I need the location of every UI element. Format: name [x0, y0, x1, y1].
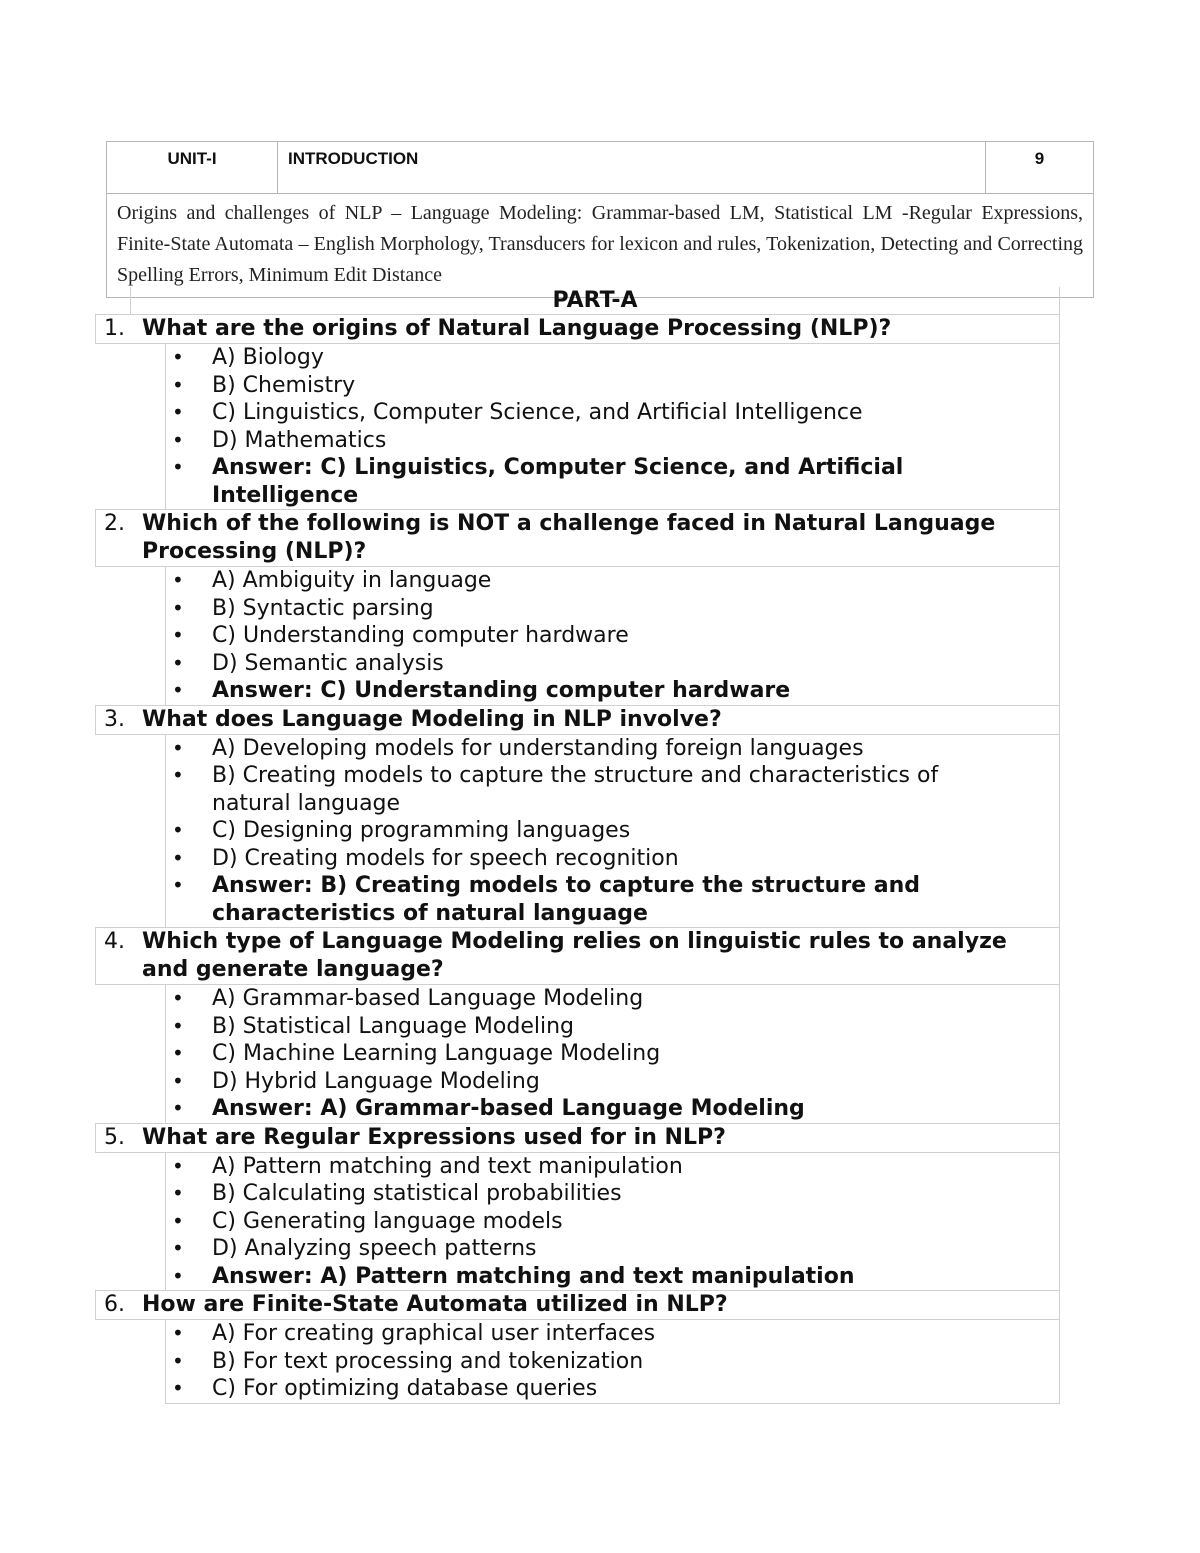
option-text: A) Grammar-based Language Modeling: [212, 986, 644, 1011]
option-text: D) Analyzing speech patterns: [212, 1236, 537, 1261]
option-text: D) Creating models for speech recognition: [212, 845, 679, 871]
bullet-icon: •: [172, 1208, 184, 1233]
question-number: 3.: [104, 706, 125, 732]
option-item: [166, 372, 1059, 400]
option-text: A) Biology: [212, 345, 324, 370]
bullet-icon: •: [172, 427, 184, 452]
bullet-icon: •: [172, 1013, 184, 1038]
bullet-icon: •: [172, 1236, 184, 1260]
unit-header-table: [106, 141, 1094, 298]
unit-hours: 9: [1034, 149, 1045, 168]
bullet-icon: •: [172, 623, 184, 647]
question-text: What are the origins of Natural Language Processing (NLP)?: [142, 316, 892, 341]
option-item: [166, 762, 1059, 817]
bullet-icon: •: [172, 678, 184, 702]
unit-header-row: [107, 142, 1093, 194]
question-row: [95, 1123, 1060, 1153]
bullet-icon: •: [172, 1041, 184, 1065]
option-text: A) Ambiguity in language: [212, 568, 492, 593]
question-row: [95, 314, 1060, 344]
question-row: [95, 509, 1060, 567]
option-text: D) Mathematics: [212, 427, 387, 453]
option-item: [166, 735, 1059, 763]
option-list: [165, 567, 1060, 706]
bullet-icon: •: [172, 986, 184, 1010]
option-item: [166, 1375, 1059, 1403]
bullet-icon: •: [172, 845, 184, 870]
option-item: [166, 1235, 1059, 1263]
option-item: [166, 650, 1059, 678]
option-list: [165, 1320, 1060, 1404]
bullet-icon: •: [172, 873, 184, 897]
option-text: B) Statistical Language Modeling: [212, 1013, 575, 1039]
option-item: [166, 1068, 1059, 1096]
question-list: [95, 315, 1060, 1404]
question-number: 6.: [104, 1292, 125, 1317]
bullet-icon: •: [172, 372, 184, 397]
bullet-icon: •: [172, 1096, 184, 1120]
option-item: [166, 1208, 1059, 1236]
option-text: B) Chemistry: [212, 372, 356, 398]
question-row: [95, 1290, 1060, 1320]
bullet-icon: •: [172, 1181, 184, 1205]
question-number: 2.: [104, 511, 125, 536]
bullet-icon: •: [172, 735, 184, 760]
bullet-icon: •: [172, 1068, 184, 1093]
option-text: D) Hybrid Language Modeling: [212, 1068, 540, 1094]
answer-item: [166, 1095, 1059, 1123]
unit-description: Origins and challenges of NLP – Language Modeling: Grammar-based LM, Statistical LM -Regular Expressions, Finite-State Automata – English Morphology, Transducers for lexicon and rules, Tokenization, Detecting and Correcting Spelling Errors, Minimum Edit Distance: [117, 202, 1083, 286]
bullet-icon: •: [172, 400, 184, 424]
bullet-icon: •: [172, 568, 184, 592]
option-text: C) Machine Learning Language Modeling: [212, 1041, 661, 1066]
answer-text: Answer: B) Creating models to capture the structure and characteristics of natural language: [212, 873, 921, 926]
answer-text: Answer: A) Pattern matching and text manipulation: [212, 1263, 855, 1289]
bullet-icon: •: [172, 1153, 184, 1178]
question-number: 1.: [104, 316, 125, 341]
option-item: [166, 1013, 1059, 1041]
answer-text: Answer: A) Grammar-based Language Modeling: [212, 1096, 805, 1121]
answer-item: [166, 454, 1059, 509]
option-text: A) For creating graphical user interfaces: [212, 1321, 656, 1346]
bullet-icon: •: [172, 763, 184, 787]
question-row: [95, 705, 1060, 735]
question-row: [95, 927, 1060, 985]
unit-title: INTRODUCTION: [278, 142, 986, 193]
option-item: [166, 344, 1059, 372]
option-item: [166, 985, 1059, 1013]
question-text: What are Regular Expressions used for in NLP?: [142, 1124, 726, 1150]
bullet-icon: •: [172, 1263, 184, 1288]
question-number: 4.: [104, 929, 125, 954]
option-text: B) Creating models to capture the structure and characteristics of natural language: [212, 763, 939, 816]
part-title: PART-A: [130, 287, 1060, 315]
bullet-icon: •: [172, 595, 184, 620]
option-item: [166, 845, 1059, 873]
bullet-icon: •: [172, 1376, 184, 1400]
option-list: [165, 1153, 1060, 1292]
option-text: C) Designing programming languages: [212, 818, 631, 843]
question-text: How are Finite-State Automata utilized in NLP?: [142, 1292, 728, 1317]
option-text: B) Calculating statistical probabilities: [212, 1181, 622, 1206]
option-text: A) Developing models for understanding foreign languages: [212, 735, 864, 761]
option-text: B) For text processing and tokenization: [212, 1348, 644, 1374]
question-text: Which type of Language Modeling relies on linguistic rules to analyze and generate language?: [142, 929, 1007, 982]
option-text: C) Generating language models: [212, 1208, 563, 1234]
option-text: B) Syntactic parsing: [212, 595, 434, 621]
option-list: [165, 735, 1060, 929]
bullet-icon: •: [172, 818, 184, 842]
option-item: [166, 567, 1059, 595]
option-text: A) Pattern matching and text manipulation: [212, 1153, 683, 1179]
answer-item: [166, 1263, 1059, 1291]
question-number: 5.: [104, 1124, 125, 1150]
answer-item: [166, 872, 1059, 927]
option-text: C) Linguistics, Computer Science, and Artificial Intelligence: [212, 400, 863, 425]
answer-text: Answer: C) Linguistics, Computer Science, and Artificial Intelligence: [212, 455, 904, 508]
bullet-icon: •: [172, 650, 184, 675]
option-item: [166, 1153, 1059, 1181]
option-list: [165, 344, 1060, 510]
question-text: What does Language Modeling in NLP involve?: [142, 706, 722, 732]
option-item: [166, 1180, 1059, 1208]
option-item: [166, 1320, 1059, 1348]
option-item: [166, 622, 1059, 650]
answer-text: Answer: C) Understanding computer hardware: [212, 678, 791, 703]
option-list: [165, 985, 1060, 1124]
bullet-icon: •: [172, 345, 184, 369]
option-item: [166, 595, 1059, 623]
option-item: [166, 817, 1059, 845]
option-item: [166, 399, 1059, 427]
bullet-icon: •: [172, 1321, 184, 1345]
unit-label: UNIT-I: [107, 142, 278, 193]
option-text: C) For optimizing database queries: [212, 1376, 598, 1401]
option-text: D) Semantic analysis: [212, 650, 444, 676]
bullet-icon: •: [172, 455, 184, 479]
option-item: [166, 1348, 1059, 1376]
option-item: [166, 427, 1059, 455]
bullet-icon: •: [172, 1348, 184, 1373]
option-text: C) Understanding computer hardware: [212, 623, 629, 648]
question-text: Which of the following is NOT a challenge faced in Natural Language Processing (NLP)?: [142, 511, 996, 564]
answer-item: [166, 677, 1059, 705]
option-item: [166, 1040, 1059, 1068]
